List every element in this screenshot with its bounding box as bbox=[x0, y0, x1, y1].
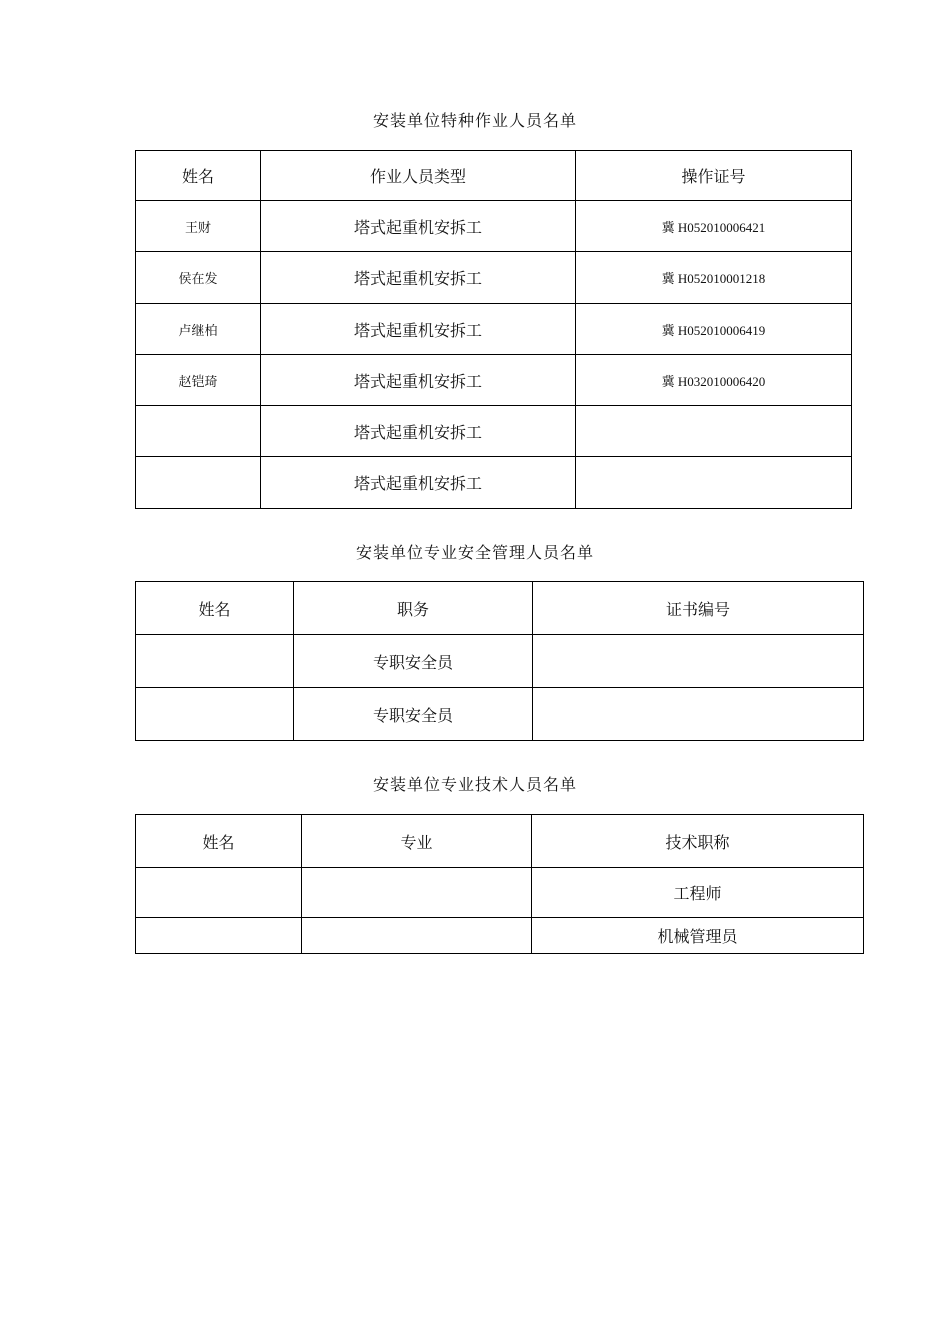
safety-managers-table bbox=[135, 581, 864, 741]
table-header-row bbox=[136, 151, 852, 201]
manager-name bbox=[136, 688, 294, 741]
worker-cert: 冀 H052010006419 bbox=[576, 304, 852, 355]
staff-technical-title: 工程师 bbox=[532, 868, 864, 918]
worker-name bbox=[136, 457, 261, 509]
worker-cert: 冀 H052010001218 bbox=[576, 252, 852, 304]
table-row bbox=[136, 635, 864, 688]
staff-name bbox=[136, 918, 302, 954]
worker-cert bbox=[576, 406, 852, 457]
table-row bbox=[136, 918, 864, 954]
header-worker-type: 作业人员类型 bbox=[261, 151, 576, 201]
worker-type: 塔式起重机安拆工 bbox=[261, 304, 576, 355]
header-name: 姓名 bbox=[136, 815, 302, 868]
worker-name: 侯在发 bbox=[136, 252, 261, 304]
header-specialty: 专业 bbox=[302, 815, 532, 868]
header-name: 姓名 bbox=[136, 582, 294, 635]
staff-specialty bbox=[302, 868, 532, 918]
worker-cert bbox=[576, 457, 852, 509]
section1-title: 安装单位特种作业人员名单 bbox=[372, 111, 577, 130]
table-row bbox=[136, 252, 852, 304]
worker-name: 卢继柏 bbox=[136, 304, 261, 355]
special-workers-table bbox=[135, 150, 852, 509]
worker-type: 塔式起重机安拆工 bbox=[261, 201, 576, 252]
worker-cert: 冀 H032010006420 bbox=[576, 355, 852, 406]
technical-staff-table bbox=[135, 814, 864, 954]
table-header-row bbox=[136, 582, 864, 635]
section2-title: 安装单位专业安全管理人员名单 bbox=[355, 543, 594, 562]
table-row bbox=[136, 406, 852, 457]
header-name: 姓名 bbox=[136, 151, 261, 201]
worker-type: 塔式起重机安拆工 bbox=[261, 355, 576, 406]
table-row bbox=[136, 201, 852, 252]
table-row bbox=[136, 868, 864, 918]
section3-title: 安装单位专业技术人员名单 bbox=[372, 775, 577, 794]
table-row bbox=[136, 457, 852, 509]
manager-position: 专职安全员 bbox=[294, 635, 533, 688]
header-position: 职务 bbox=[294, 582, 533, 635]
header-cert-number: 证书编号 bbox=[533, 582, 864, 635]
table-header-row bbox=[136, 815, 864, 868]
manager-cert bbox=[533, 688, 864, 741]
worker-type: 塔式起重机安拆工 bbox=[261, 252, 576, 304]
manager-cert bbox=[533, 635, 864, 688]
table-row bbox=[136, 355, 852, 406]
table-row bbox=[136, 304, 852, 355]
worker-name: 赵铠琦 bbox=[136, 355, 261, 406]
manager-position: 专职安全员 bbox=[294, 688, 533, 741]
worker-name bbox=[136, 406, 261, 457]
worker-type: 塔式起重机安拆工 bbox=[261, 457, 576, 509]
worker-cert: 冀 H052010006421 bbox=[576, 201, 852, 252]
header-technical-title: 技术职称 bbox=[532, 815, 864, 868]
manager-name bbox=[136, 635, 294, 688]
staff-technical-title: 机械管理员 bbox=[532, 918, 864, 954]
staff-name bbox=[136, 868, 302, 918]
header-operation-cert: 操作证号 bbox=[576, 151, 852, 201]
worker-name: 王财 bbox=[136, 201, 261, 252]
worker-type: 塔式起重机安拆工 bbox=[261, 406, 576, 457]
staff-specialty bbox=[302, 918, 532, 954]
table-row bbox=[136, 688, 864, 741]
